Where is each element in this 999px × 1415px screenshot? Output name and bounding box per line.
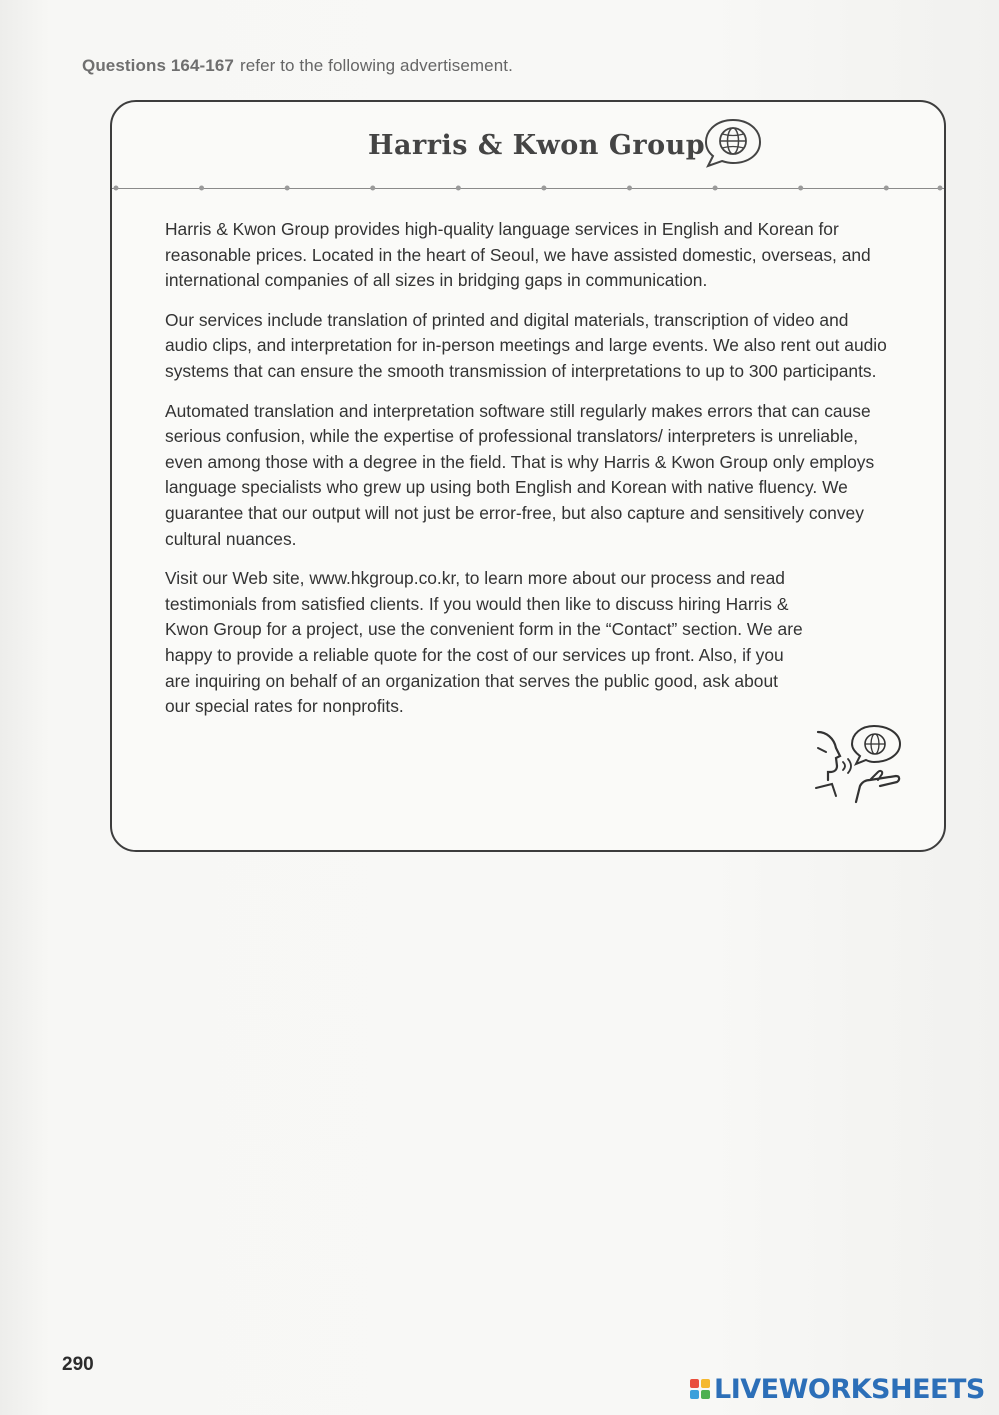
advertisement-box bbox=[110, 100, 946, 852]
paragraph-intro: Harris & Kwon Group provides high-quality language services in English and Korean for reasonable prices. Located in the heart of Seoul, we have assisted domestic, overseas, and international companies of all sizes in bridging gaps in communication. bbox=[165, 219, 871, 291]
questions-intro bbox=[82, 56, 513, 76]
paragraph-services: Our services include translation of printed and digital materials, transcription of video and audio clips, and interpretation for in-person meetings and large events. We also rent out audio systems that can ensure the smooth transmission of interpretations to up to 300 participants. bbox=[165, 309, 887, 381]
intro-text: refer to the following advertisement. bbox=[239, 56, 513, 75]
globe-speech-bubble-icon bbox=[702, 116, 764, 170]
page-number: 290 bbox=[62, 1354, 94, 1375]
speaking-person-icon bbox=[812, 722, 908, 806]
show-through-text bbox=[560, 866, 890, 890]
watermark-text: LIVEWORKSHEETS bbox=[714, 1373, 985, 1405]
paragraph-specialists: Automated translation and interpretation software still regularly makes errors that can cause serious confusion, while the expertise of professional translators/ interpreters is unreliable, even among those with a degree in the field. That is why Harris & Kwon Group only employs language specialists who grew up using both English and Korean with native fluency. We guarantee that our output will not just be error-free, but also capture and sensitively convey cultural nuances. bbox=[165, 400, 875, 549]
advertisement-header bbox=[112, 102, 944, 189]
advertisement-title: Harris & Kwon Group bbox=[368, 130, 706, 161]
advertisement-body bbox=[165, 217, 895, 734]
liveworksheets-watermark[interactable] bbox=[690, 1372, 985, 1406]
paragraph-contact: Visit our Web site, www.hkgroup.co.kr, to learn more about our process and read testimonials from satisfied clients. If you would then like to discuss hiring Harris & Kwon Group for a project, use the convenient form in the “Contact” section. We are happy to provide a reliable quote for the cost of our services up front. Also, if you are inquiring on behalf of an organization that serves the public good, ask about our special rates for nonprofits. bbox=[165, 568, 803, 717]
header-divider-dots bbox=[112, 184, 944, 192]
question-range: Questions 164-167 bbox=[82, 56, 234, 75]
liveworksheets-logo-icon bbox=[690, 1379, 710, 1399]
